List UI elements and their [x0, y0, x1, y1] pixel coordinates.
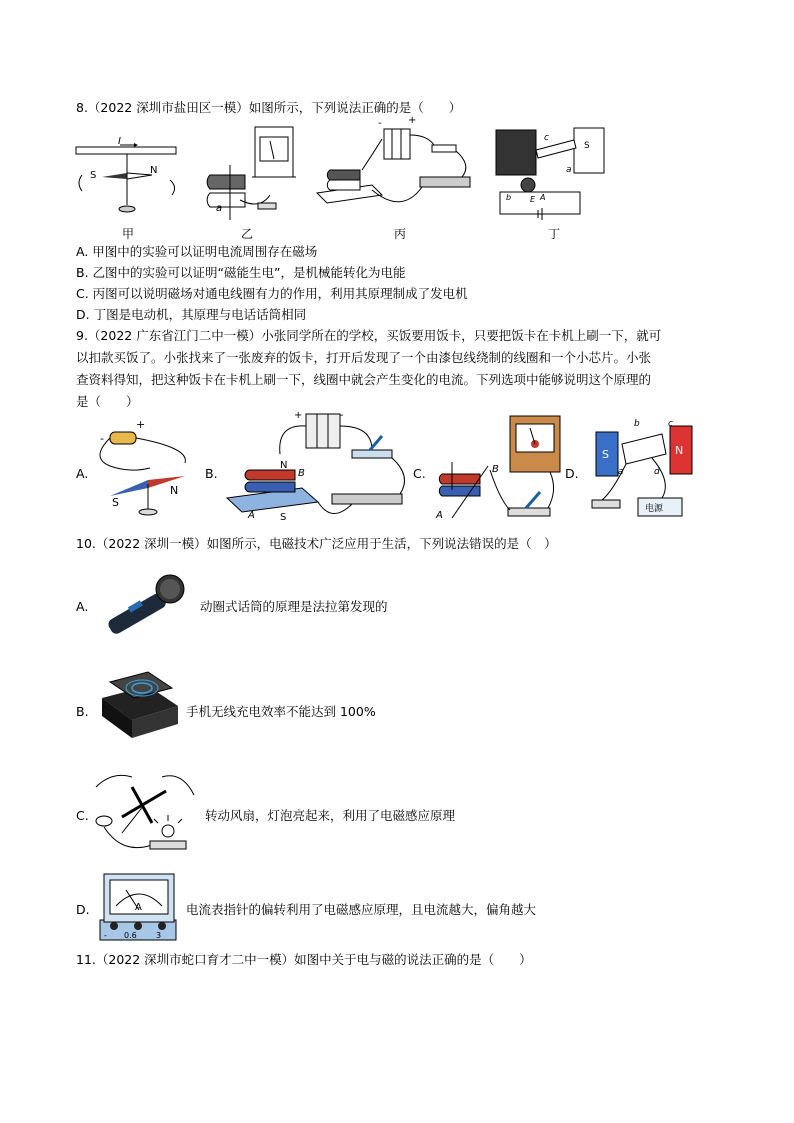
q10-wireless-charger-image [98, 668, 183, 746]
q10-meter-06: 0.6 [124, 931, 137, 940]
q8-ding-e-label: E [530, 195, 536, 204]
q9-stem-line-3: 查资料得知，把这种饭卡在卡机上刷一下，线圈中就会产生变化的电流。下列选项中能够说明这个原理的 [76, 372, 652, 387]
q9-a-n-label: N [170, 484, 179, 497]
q8-ding-letter-a: A [540, 193, 546, 202]
q10-meter-3: 3 [156, 931, 162, 940]
q10-option-d-letter: D. [76, 902, 90, 917]
q9-figure-d [582, 412, 702, 524]
q9-d-n-label: N [675, 444, 684, 457]
q9-figure-a [90, 418, 205, 518]
q9-b-a-label: A [248, 510, 255, 521]
q9-c-b-label: B [492, 464, 499, 475]
q8-yi-a-label: a [216, 203, 223, 214]
q8-option-d: D. 丁图是电动机，其原理与电话话筒相同 [76, 307, 307, 322]
q9-d-power-label: 电源 [645, 504, 664, 514]
q9-b-n-label: N [280, 460, 288, 471]
q10-ammeter-image [98, 870, 180, 942]
q11-stem: 11.（2022 深圳市蛇口育才二中一模）如图中关于电与磁的说法正确的是（ ） [76, 952, 532, 967]
q10-meter-symbol: A [135, 902, 142, 913]
q10-option-c-letter: C. [76, 808, 89, 823]
q9-stem-line-4: 是（ ） [76, 394, 139, 409]
q9-c-a-label: A [436, 510, 443, 521]
q8-option-c: C. 丙图可以说明磁场对通电线圈有力的作用，利用其原理制成了发电机 [76, 286, 468, 301]
q9-stem-line-2: 以扣款买饭了。小张找来了一张废弃的饭卡，打开后发现了一个由漆包线绕制的线圈和一个小芯片。小张 [76, 350, 652, 365]
q8-fig-label-ding: 丁 [548, 227, 561, 241]
q9-option-c-letter: C. [413, 466, 426, 481]
q8-fig-label-yi: 乙 [241, 227, 254, 241]
q8-figure-jia [72, 135, 187, 225]
q10-option-b-text: 手机无线充电效率不能达到 100% [186, 704, 376, 719]
q8-bing-minus: - [378, 118, 382, 129]
q9-d-d-label: d [654, 467, 660, 477]
q9-d-b-label: b [634, 419, 640, 429]
q8-jia-n-label: N [150, 165, 158, 176]
q8-jia-current-label: I [118, 136, 121, 147]
q10-stem: 10.（2022 深圳一模）如图所示，电磁技术广泛应用于生活，下列说法错误的是（ ） [76, 536, 557, 551]
q9-d-c-label: c [668, 419, 673, 429]
q9-option-d-letter: D. [565, 466, 579, 481]
q8-option-a: A. 甲图中的实验可以证明电流周围存在磁场 [76, 244, 318, 259]
q8-ding-b-label: b [506, 193, 512, 202]
q9-a-plus: + [136, 418, 146, 431]
q10-option-c-text: 转动风扇，灯泡亮起来，利用了电磁感应原理 [205, 808, 456, 823]
q8-ding-s-label: S [584, 141, 590, 151]
q8-figure-bing [312, 115, 477, 225]
q8-stem: 8.（2022 深圳市盐田区一模）如图所示，下列说法正确的是（ ） [76, 100, 462, 115]
q8-figure-yi [200, 125, 300, 225]
q10-option-a-text: 动圈式话筒的原理是法拉第发现的 [200, 599, 388, 614]
q9-d-a-label: a [618, 467, 624, 477]
q8-fig-label-jia: 甲 [122, 227, 135, 241]
q8-fig-label-bing: 丙 [394, 227, 407, 241]
q10-fan-bulb-image [92, 765, 202, 860]
q10-microphone-image [98, 565, 193, 640]
q9-figure-c [430, 410, 570, 525]
q9-b-s-label: S [280, 512, 287, 523]
q10-option-b-letter: B. [76, 704, 89, 719]
q9-figure-b [222, 406, 417, 524]
q10-option-d-text: 电流表指针的偏转利用了电磁感应原理，且电流越大，偏角越大 [186, 902, 537, 917]
q10-option-a-letter: A. [76, 599, 89, 614]
q9-option-a-letter: A. [76, 466, 89, 481]
q8-ding-a-label: a [566, 165, 572, 175]
q9-stem-line-1: 9.（2022 广东省江门二中一模）小张同学所在的学校，买饭要用饭卡，只要把饭卡在卡机上刷一下，就可 [76, 328, 662, 343]
q10-meter-minus: - [104, 931, 107, 940]
q9-d-s-label: S [602, 448, 609, 461]
q9-a-s-label: S [112, 496, 119, 509]
q9-b-b-label: B [298, 468, 305, 479]
q9-b-minus: - [340, 410, 344, 421]
q9-a-minus: - [100, 432, 104, 445]
q9-option-b-letter: B. [205, 466, 218, 481]
q8-figure-ding [494, 120, 609, 225]
q8-bing-plus: + [408, 115, 417, 126]
q9-b-plus: + [294, 410, 303, 421]
q8-jia-s-label: S [90, 170, 97, 181]
q8-option-b: B. 乙图中的实验可以证明“磁能生电”，是机械能转化为电能 [76, 265, 406, 280]
q8-ding-c-label: c [544, 133, 549, 143]
